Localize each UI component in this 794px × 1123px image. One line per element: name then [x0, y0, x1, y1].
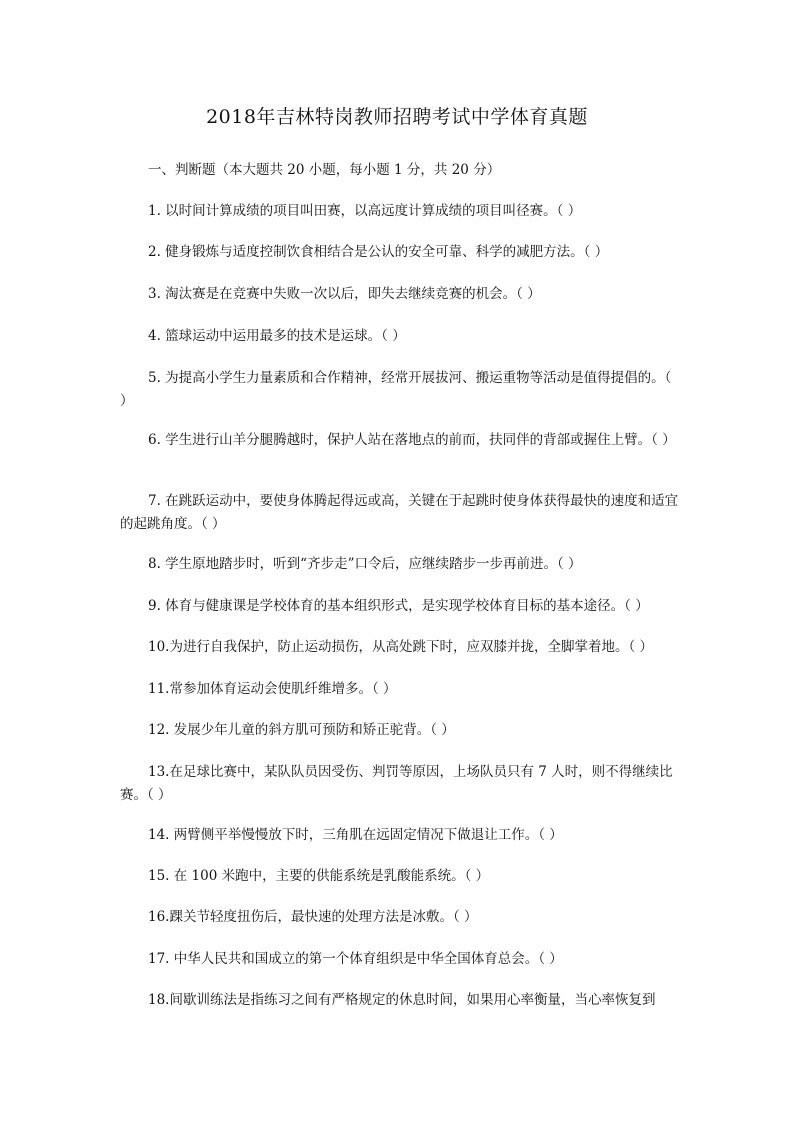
question-13: 13.在足球比赛中，某队队员因受伤、判罚等原因，上场队员只有 7 人时，则不得继续比赛。（ ）	[120, 764, 673, 803]
question-16: 16.踝关节轻度扭伤后，最快速的处理方法是冰敷。（ ）	[148, 909, 478, 925]
question-11: 11.常参加体育运动会使肌纤维增多。（ ）	[148, 681, 397, 697]
question-7: 7. 在跳跃运动中，要使身体腾起得远或高，关键在于起跳时使身体获得最快的速度和适宜的起跳角度。（ ）	[120, 493, 679, 532]
question-9: 9. 体育与健康课是学校体育的基本组织形式，是实现学校体育目标的基本途径。（ ）	[148, 598, 649, 614]
question-12: 12. 发展少年儿童的斜方肌可预防和矫正驼背。（ ）	[148, 722, 455, 738]
question-14: 14. 两臂侧平举慢慢放下时，三角肌在远固定情况下做退让工作。（ ）	[148, 827, 563, 843]
question-10: 10.为进行自我保护，防止运动损伤，从高处跳下时，应双膝并拢，全脚掌着地。（ ）	[148, 639, 654, 655]
question-8: 8. 学生原地踏步时，听到“齐步走”口令后，应继续踏步一步再前进。（ ）	[148, 556, 582, 572]
question-3: 3. 淘汰赛是在竞赛中失败一次以后，即失去继续竞赛的机会。（ ）	[148, 286, 541, 302]
question-5: 5. 为提高小学生力量素质和合作精神，经常开展拔河、搬运重物等活动是值得提倡的。（ ）	[120, 370, 672, 409]
question-15: 15. 在 100 米跑中，主要的供能系统是乳酸能系统。（ ）	[148, 868, 490, 884]
document-title: 2018年吉林特岗教师招聘考试中学体育真题	[206, 106, 588, 128]
question-2: 2. 健身锻炼与适度控制饮食相结合是公认的安全可靠、科学的减肥方法。（ ）	[148, 244, 609, 260]
question-6: 6. 学生进行山羊分腿腾越时，保护人站在落地点的前而，扶同伴的背部或握住上臂。（ ）	[148, 432, 676, 448]
question-17: 17. 中华人民共和国成立的第一个体育组织是中华全国体育总会。（ ）	[148, 951, 563, 967]
question-18: 18.间歇训练法是指练习之间有严格规定的休息时间，如果用心率衡量，当心率恢复到	[148, 992, 656, 1008]
question-4: 4. 篮球运动中运用最多的技术是运球。（ ）	[148, 328, 406, 344]
question-1: 1. 以时间计算成绩的项目叫田赛，以高远度计算成绩的项目叫径赛。（ ）	[148, 203, 582, 219]
section-heading: 一、判断题（本大题共 20 小题，每小题 1 分，共 20 分）	[148, 162, 501, 178]
